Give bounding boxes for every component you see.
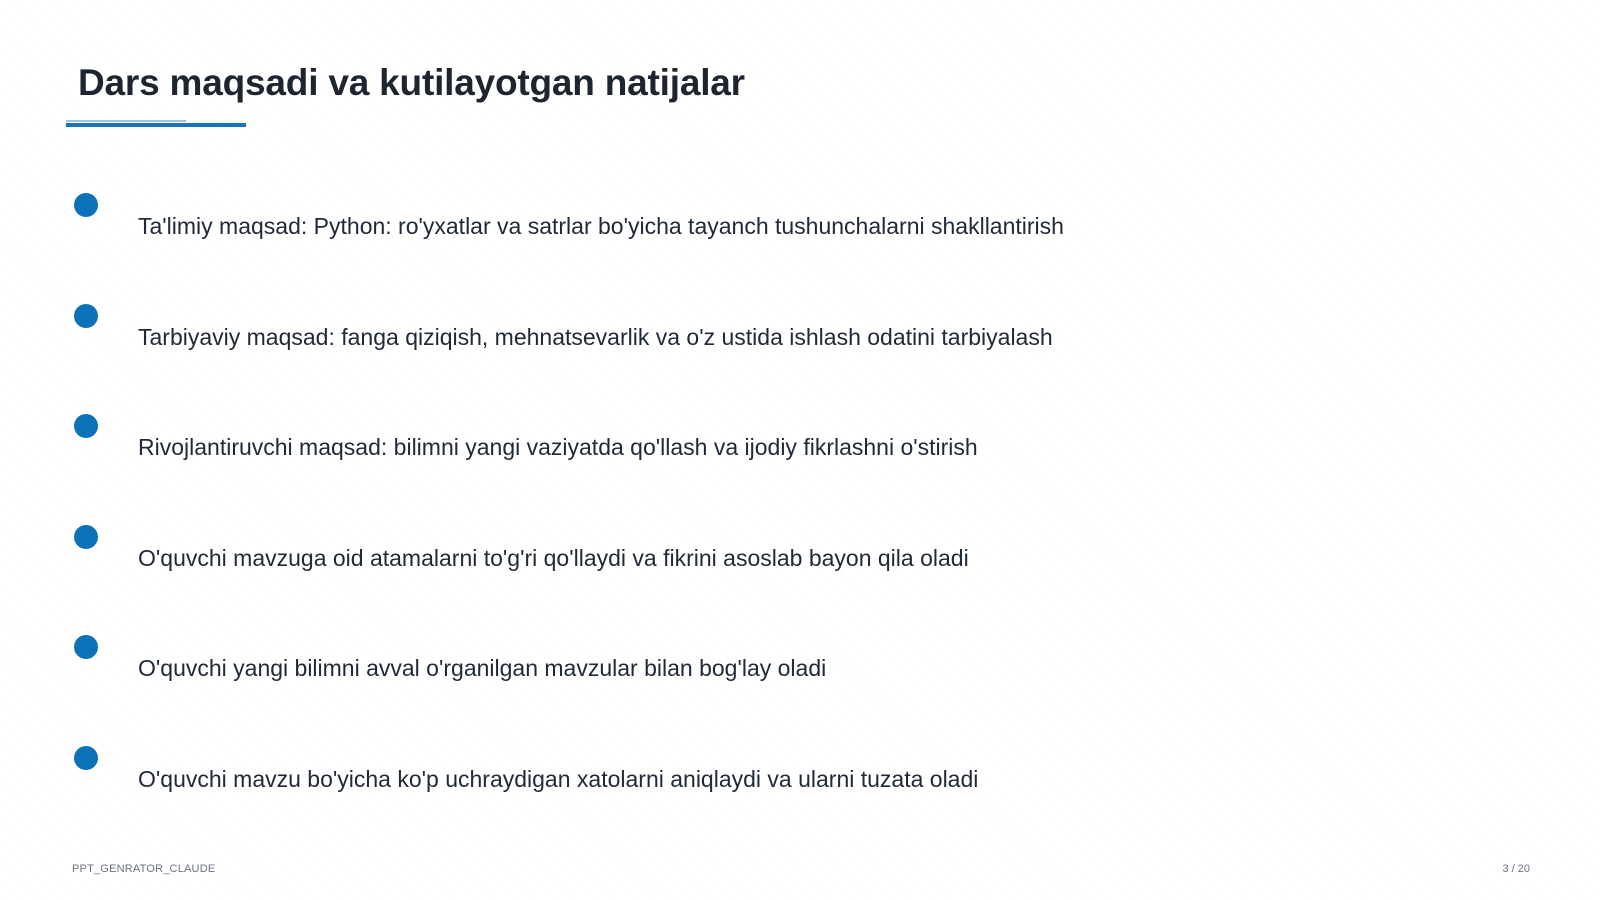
bullet-text: Tarbiyaviy maqsad: fanga qiziqish, mehnatsevarlik va o'z ustida ishlash odatini tarbiyalash (138, 324, 1053, 350)
bullet-text: Rivojlantiruvchi maqsad: bilimni yangi vaziyatda qo'llash va ijodiy fikrlashni o'stirish (138, 434, 978, 460)
bullet-dot-icon (74, 635, 98, 659)
bullet-dot-icon (74, 414, 98, 438)
bullet-text: O'quvchi mavzu bo'yicha ko'p uchraydigan xatolarni aniqlaydi va ularni tuzata oladi (138, 766, 979, 792)
bullet-text: O'quvchi mavzuga oid atamalarni to'g'ri qo'llaydi va fikrini asoslab bayon qila oladi (138, 545, 969, 571)
footer-generator-label: PPT_GENRATOR_CLAUDE (72, 863, 216, 875)
bullet-dot-icon (74, 525, 98, 549)
page-number: 3 / 20 (1502, 863, 1530, 875)
bullet-item (0, 414, 1400, 494)
bullet-text: Ta'limiy maqsad: Python: ro'yxatlar va satrlar bo'yicha tayanch tushunchalarni shakllantirish (138, 213, 1064, 239)
slide-title: Dars maqsadi va kutilayotgan natijalar (78, 62, 745, 103)
bullet-item (0, 193, 1400, 273)
title-underline-highlight (66, 120, 186, 122)
bullet-dot-icon (74, 746, 98, 770)
title-underline (66, 123, 246, 127)
bullet-item (0, 746, 1400, 826)
bullet-text: O'quvchi yangi bilimni avval o'rganilgan mavzular bilan bog'lay oladi (138, 655, 827, 681)
bullet-dot-icon (74, 304, 98, 328)
bullet-dot-icon (74, 193, 98, 217)
bullet-item (0, 525, 1400, 605)
bullet-item (0, 304, 1400, 384)
bullet-item (0, 635, 1400, 715)
